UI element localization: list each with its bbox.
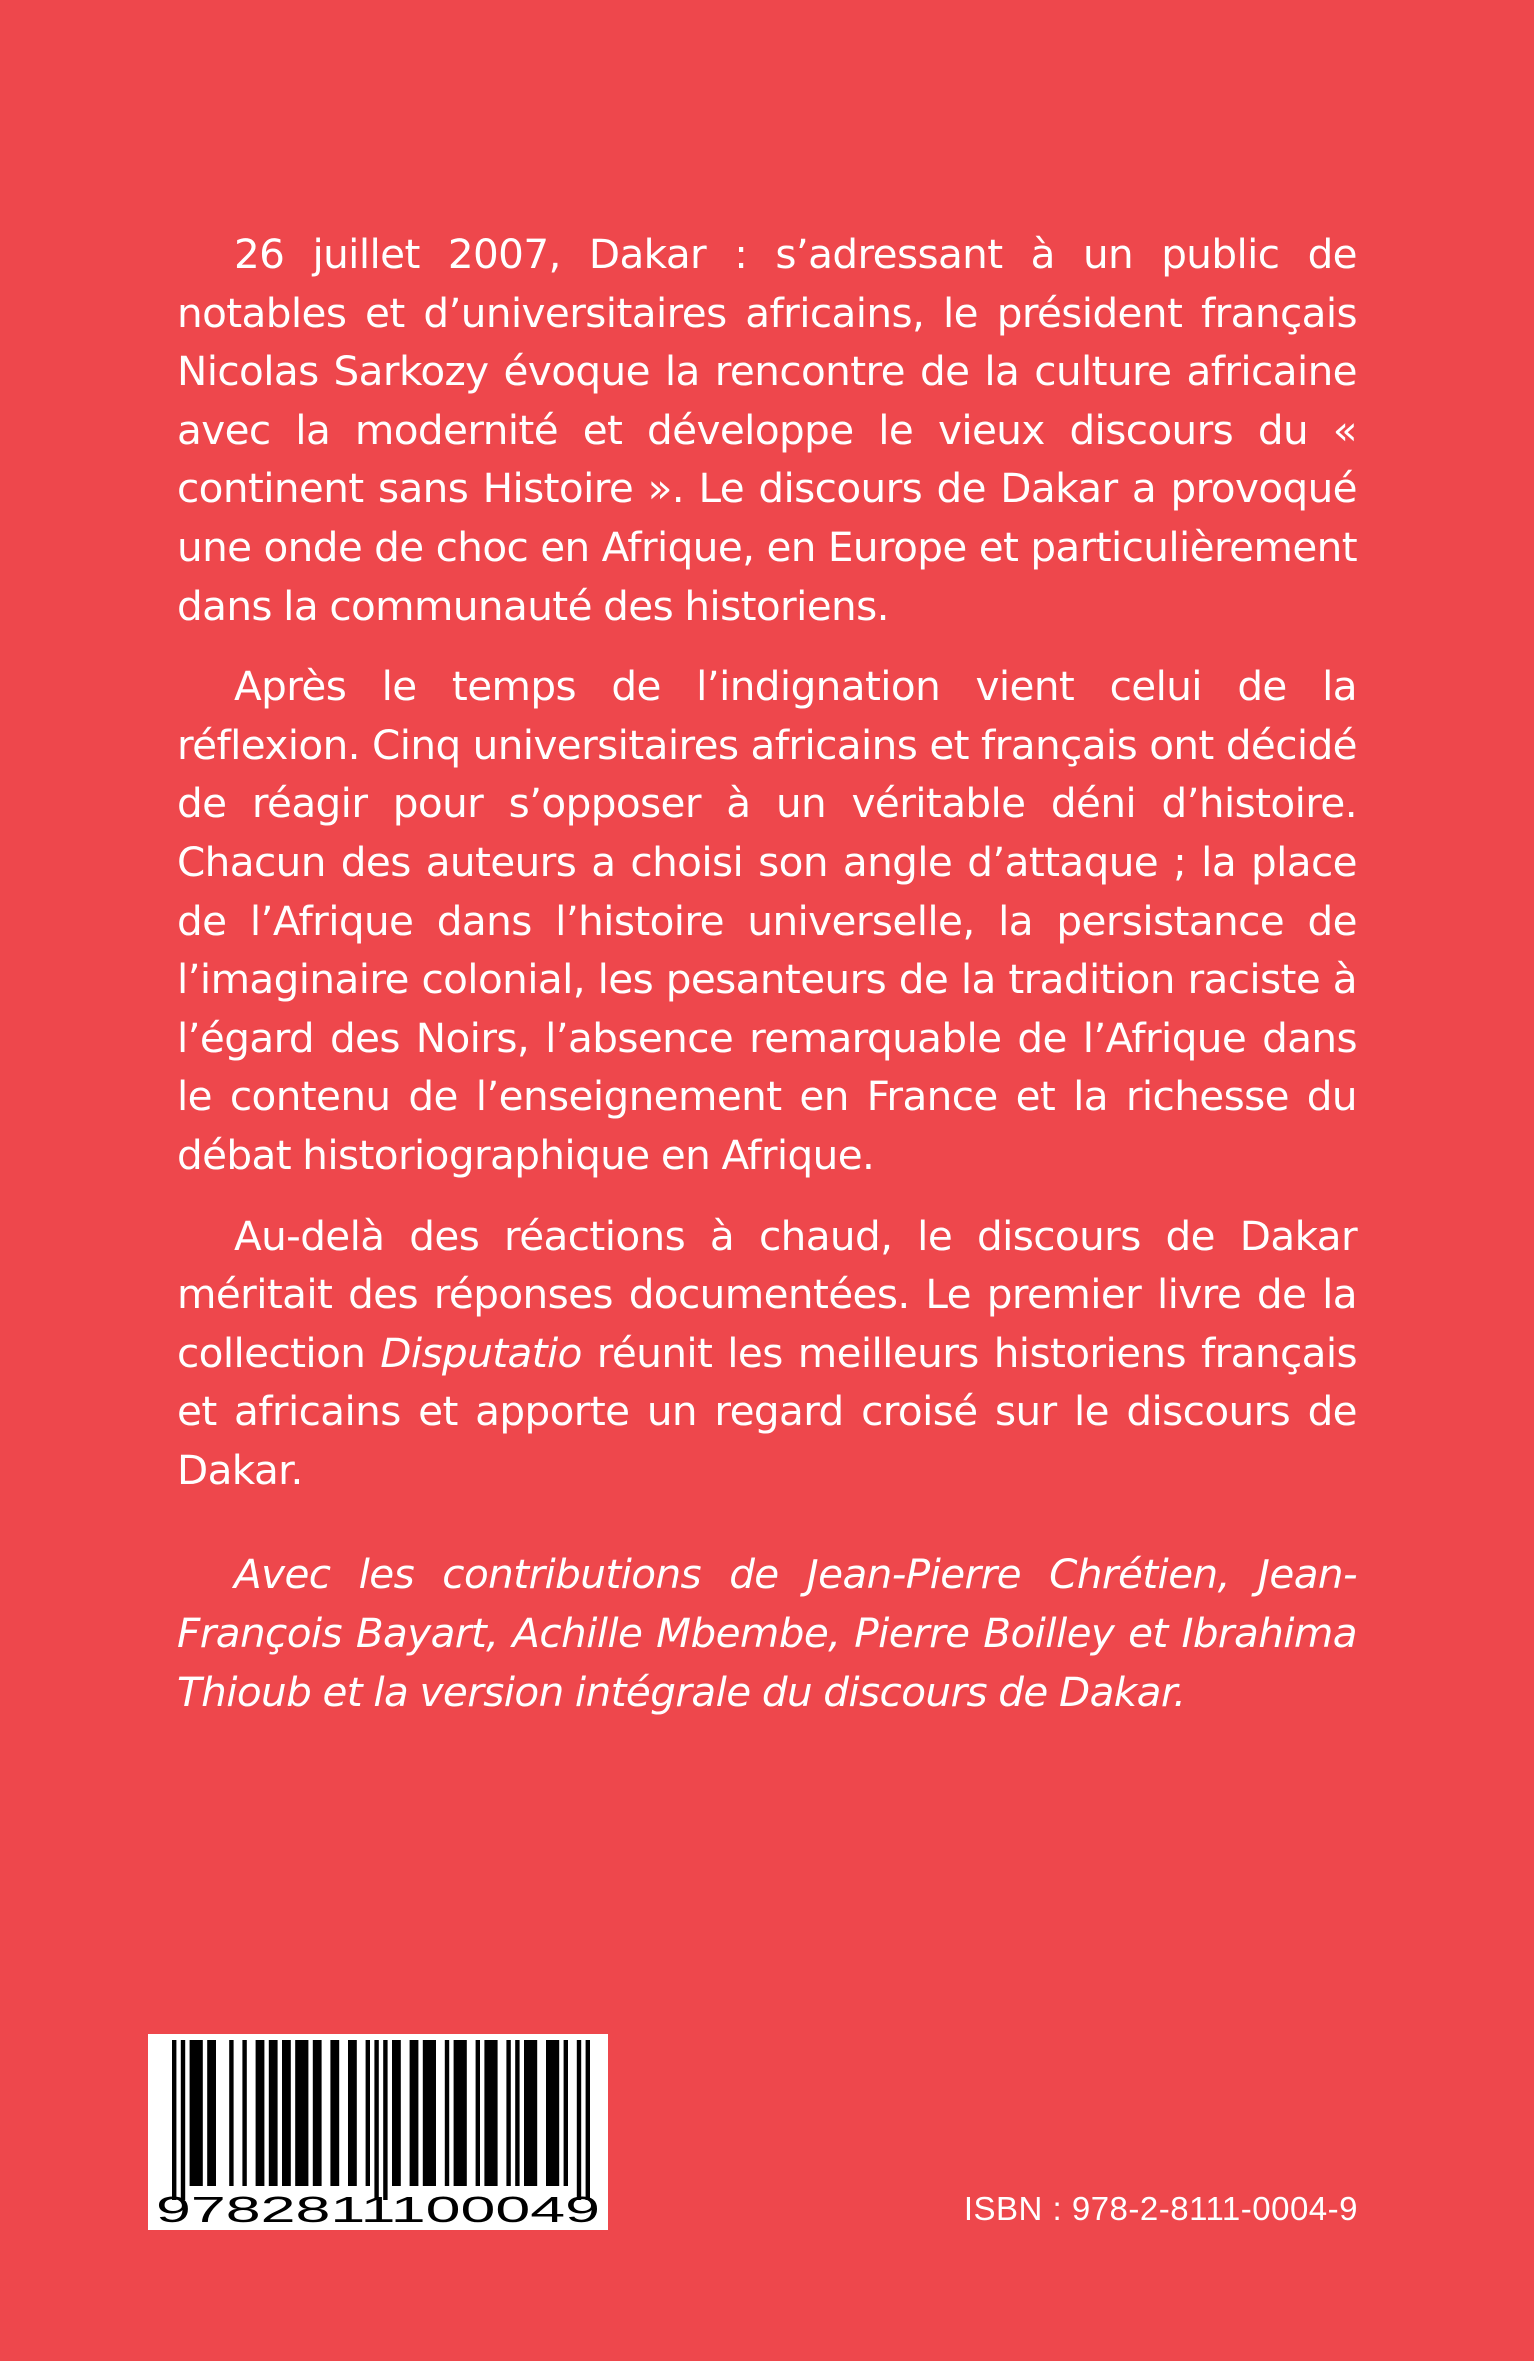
barcode-bar <box>586 2040 590 2200</box>
barcode-bar <box>181 2040 185 2200</box>
barcode-bar <box>256 2040 265 2186</box>
barcode-bar <box>423 2040 436 2186</box>
barcode-bar <box>515 2040 519 2186</box>
barcode-bar <box>445 2040 449 2186</box>
contributions-paragraph: Avec les contributions de Jean-Pierre Chrétien, Jean-François Bayart, Achille Mbembe, Pierre Boilley et Ibrahima Thioub et la version intégrale du discours de Dakar. <box>177 1550 1357 1716</box>
barcode-bar <box>524 2040 537 2186</box>
barcode-bar <box>366 2040 370 2186</box>
paragraph-3 <box>177 1207 1357 1500</box>
barcode-bar <box>506 2040 510 2186</box>
barcode <box>148 2034 608 2230</box>
barcode-bar <box>348 2040 357 2186</box>
barcode-bar <box>229 2040 233 2186</box>
barcode-bar <box>172 2040 176 2200</box>
barcode-bar <box>410 2040 419 2186</box>
paragraph-3-start: Au-delà des réactions à chaud, le discours de Dakar méritait des réponses documentées. Le premier livre de la collection <box>177 1211 1357 1377</box>
barcode-bar <box>383 2040 387 2200</box>
barcode-bar <box>282 2040 291 2186</box>
barcode-digits: 9782811100049 <box>156 2189 600 2230</box>
barcode-bar <box>295 2040 308 2186</box>
barcode-bar <box>564 2040 568 2186</box>
barcode-bar <box>242 2040 246 2186</box>
paragraph-3-end: réunit les meilleurs historiens français et africains et apporte un regard croisé sur le discours de Dakar. <box>177 1328 1357 1494</box>
barcode-bar <box>577 2040 581 2200</box>
paragraph-2: Après le temps de l’indignation vient celui de la réflexion. Cinq universitaires africains et français ont décidé de réagir pour s’opposer à un véritable déni d’histoire. Chacun des auteurs a choisi son angle d’attaque ; la place de l’Afrique dans l’histoire universelle, la persistance de l’imaginaire colonial, les pesanteurs de la tradition raciste à l’égard des Noirs, l’absence remarquable de l’Afrique dans le contenu de l’enseignement en France et la richesse du débat historiographique en Afrique. <box>177 662 1357 1179</box>
barcode-bar <box>313 2040 322 2186</box>
barcode-bar <box>190 2040 203 2186</box>
barcode-bar <box>476 2040 480 2186</box>
isbn-number: ISBN : 978-2-8111-0004-9 <box>963 2190 1358 2227</box>
barcode-bar <box>546 2040 559 2186</box>
barcode-bar <box>207 2040 216 2186</box>
barcode-bar <box>269 2040 278 2186</box>
collection-name: Disputatio <box>380 1328 582 1377</box>
barcode-bar <box>454 2040 467 2186</box>
barcode-bar <box>392 2040 401 2186</box>
barcode-bar <box>330 2040 339 2186</box>
barcode-bar <box>374 2040 378 2200</box>
back-cover-text <box>177 225 1357 1743</box>
barcode-bar <box>484 2040 497 2186</box>
paragraph-1: 26 juillet 2007, Dakar : s’adressant à un public de notables et d’universitaires africains, le président français Nicolas Sarkozy évoque la rencontre de la culture africaine avec la modernité et développe le vieux discours du « continent sans Histoire ». Le discours de Dakar a provoqué une onde de choc en Afrique, en Europe et particulièrement dans la communauté des historiens. <box>177 230 1357 630</box>
